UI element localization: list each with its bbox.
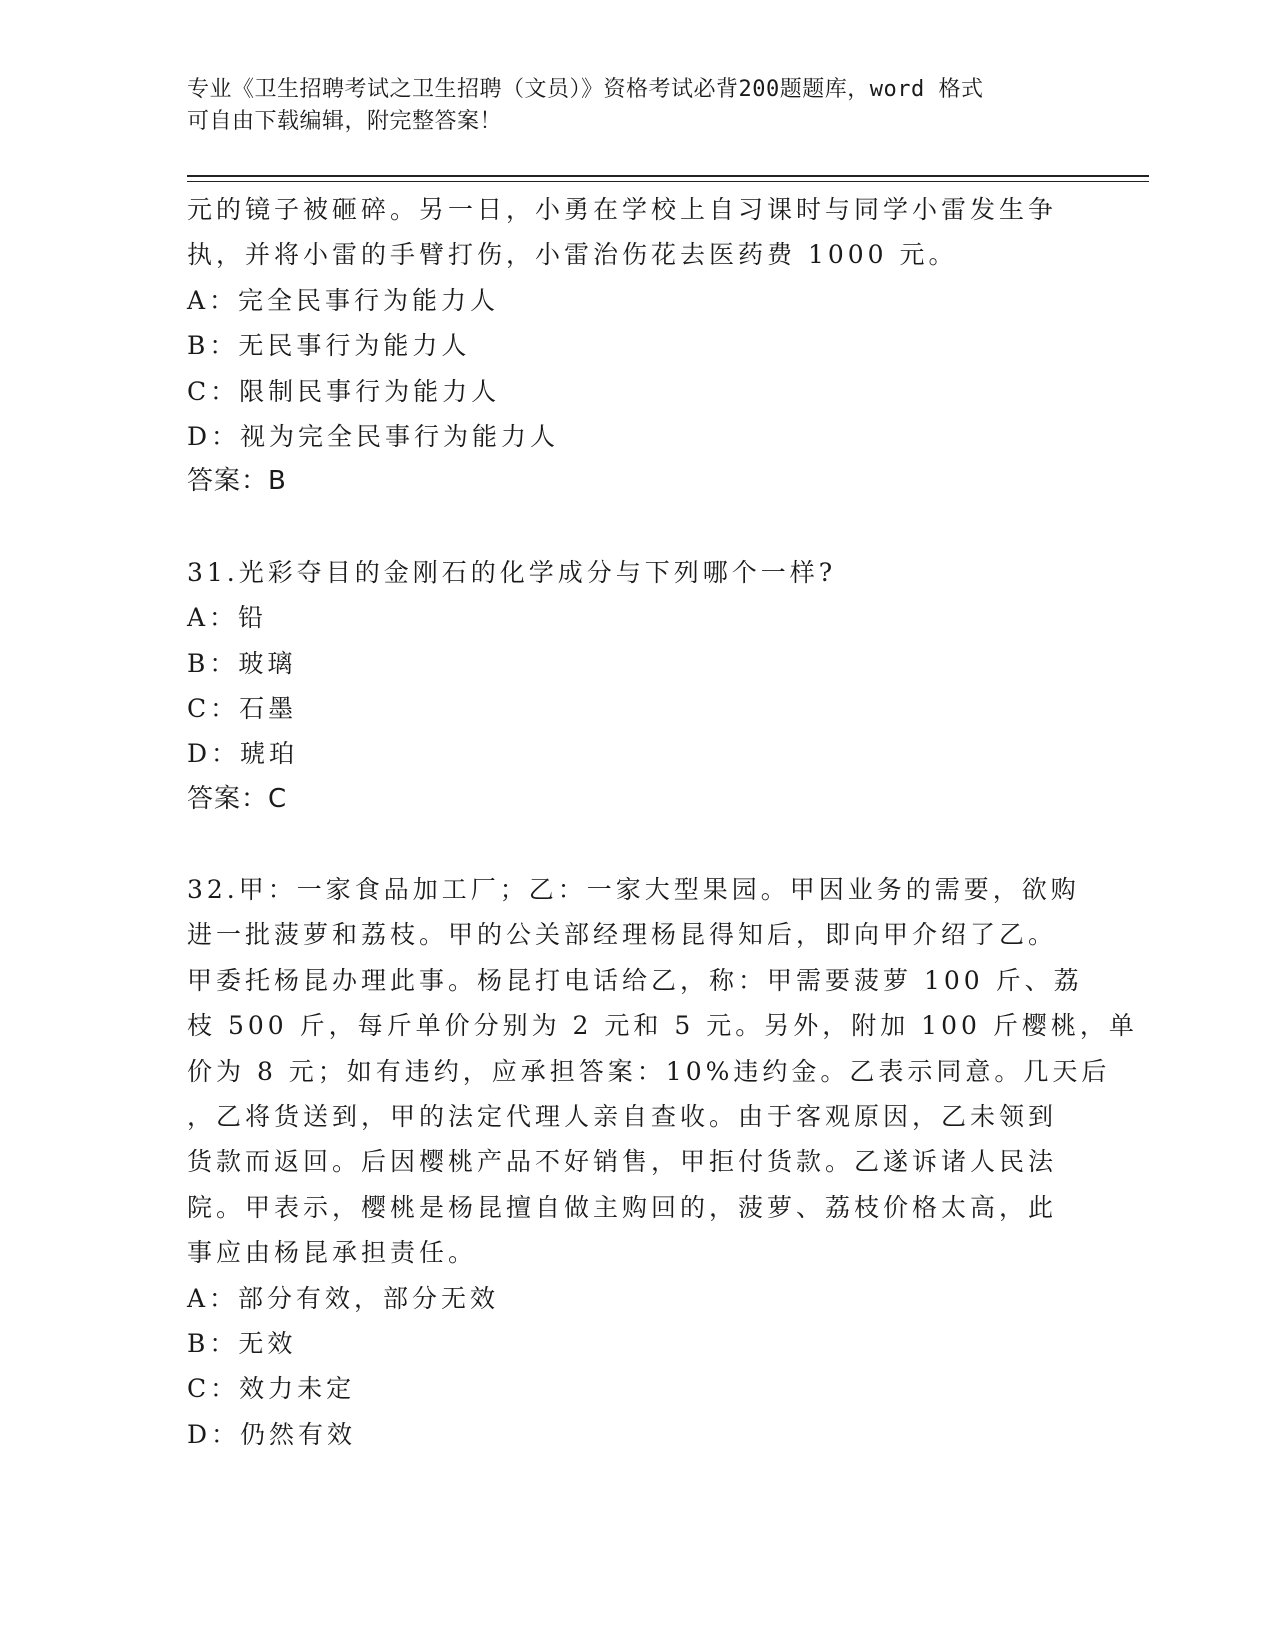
question-stem-line: 货款而返回。后因樱桃产品不好销售，甲拒付货款。乙遂诉诸人民法 bbox=[187, 1147, 1058, 1177]
question-stem-line: 枝 500 斤，每斤单价分别为 2 元和 5 元。另外，附加 100 斤樱桃，单 bbox=[187, 1011, 1138, 1041]
question-stem-line: 31.光彩夺目的金刚石的化学成分与下列哪个一样? bbox=[187, 557, 837, 587]
header-title-line-2: 可自由下载编辑，附完整答案！ bbox=[187, 109, 503, 134]
question-stem-line: 院。甲表示，樱桃是杨昆擅自做主购回的，菠萝、荔枝价格太高，此 bbox=[187, 1192, 1058, 1222]
answer-line: 答案：B bbox=[187, 466, 287, 497]
question-30 bbox=[187, 187, 1067, 505]
option-b: B：玻璃 bbox=[187, 648, 297, 678]
question-stem-line: 事应由杨昆承担责任。 bbox=[187, 1238, 478, 1268]
question-content bbox=[187, 187, 1138, 1457]
header-divider-thin bbox=[187, 181, 1149, 182]
question-stem-line: 32.甲：一家食品加工厂；乙：一家大型果园。甲因业务的需要，欲购 bbox=[187, 875, 1080, 905]
header-divider-thick bbox=[187, 175, 1149, 177]
question-31 bbox=[187, 550, 1067, 822]
option-b: B：无效 bbox=[187, 1328, 297, 1358]
option-d: D：仍然有效 bbox=[187, 1419, 357, 1449]
option-a: A：完全民事行为能力人 bbox=[187, 285, 500, 315]
document-header bbox=[187, 74, 1067, 138]
header-title-line-1: 专业《卫生招聘考试之卫生招聘（文员）》资格考试必背200题题库，word 格式 bbox=[187, 77, 984, 102]
answer-line: 答案：C bbox=[187, 783, 288, 814]
question-stem-line: 价为 8 元；如有违约，应承担答案：10%违约金。乙表示同意。几天后 bbox=[187, 1056, 1111, 1086]
question-stem-line: 执，并将小雷的手臂打伤，小雷治伤花去医药费 1000 元。 bbox=[187, 240, 958, 270]
question-stem-line: ，乙将货送到，甲的法定代理人亲自查收。由于客观原因，乙未领到 bbox=[187, 1102, 1058, 1132]
option-a: A：铅 bbox=[187, 603, 268, 633]
option-b: B：无民事行为能力人 bbox=[187, 331, 471, 361]
option-c: C：效力未定 bbox=[187, 1374, 356, 1404]
question-stem-line: 元的镜子被砸碎。另一日，小勇在学校上自习课时与同学小雷发生争 bbox=[187, 195, 1058, 224]
option-a: A：部分有效，部分无效 bbox=[187, 1283, 500, 1313]
question-32 bbox=[187, 867, 1138, 1457]
option-c: C：石墨 bbox=[187, 693, 298, 723]
question-stem-line: 甲委托杨昆办理此事。杨昆打电话给乙，称：甲需要菠萝 100 斤、荔 bbox=[187, 965, 1083, 995]
option-d: D：琥珀 bbox=[187, 739, 299, 769]
option-c: C：限制民事行为能力人 bbox=[187, 376, 501, 406]
option-d: D：视为完全民事行为能力人 bbox=[187, 421, 560, 451]
question-stem-line: 进一批菠萝和荔枝。甲的公关部经理杨昆得知后，即向甲介绍了乙。 bbox=[187, 920, 1058, 950]
